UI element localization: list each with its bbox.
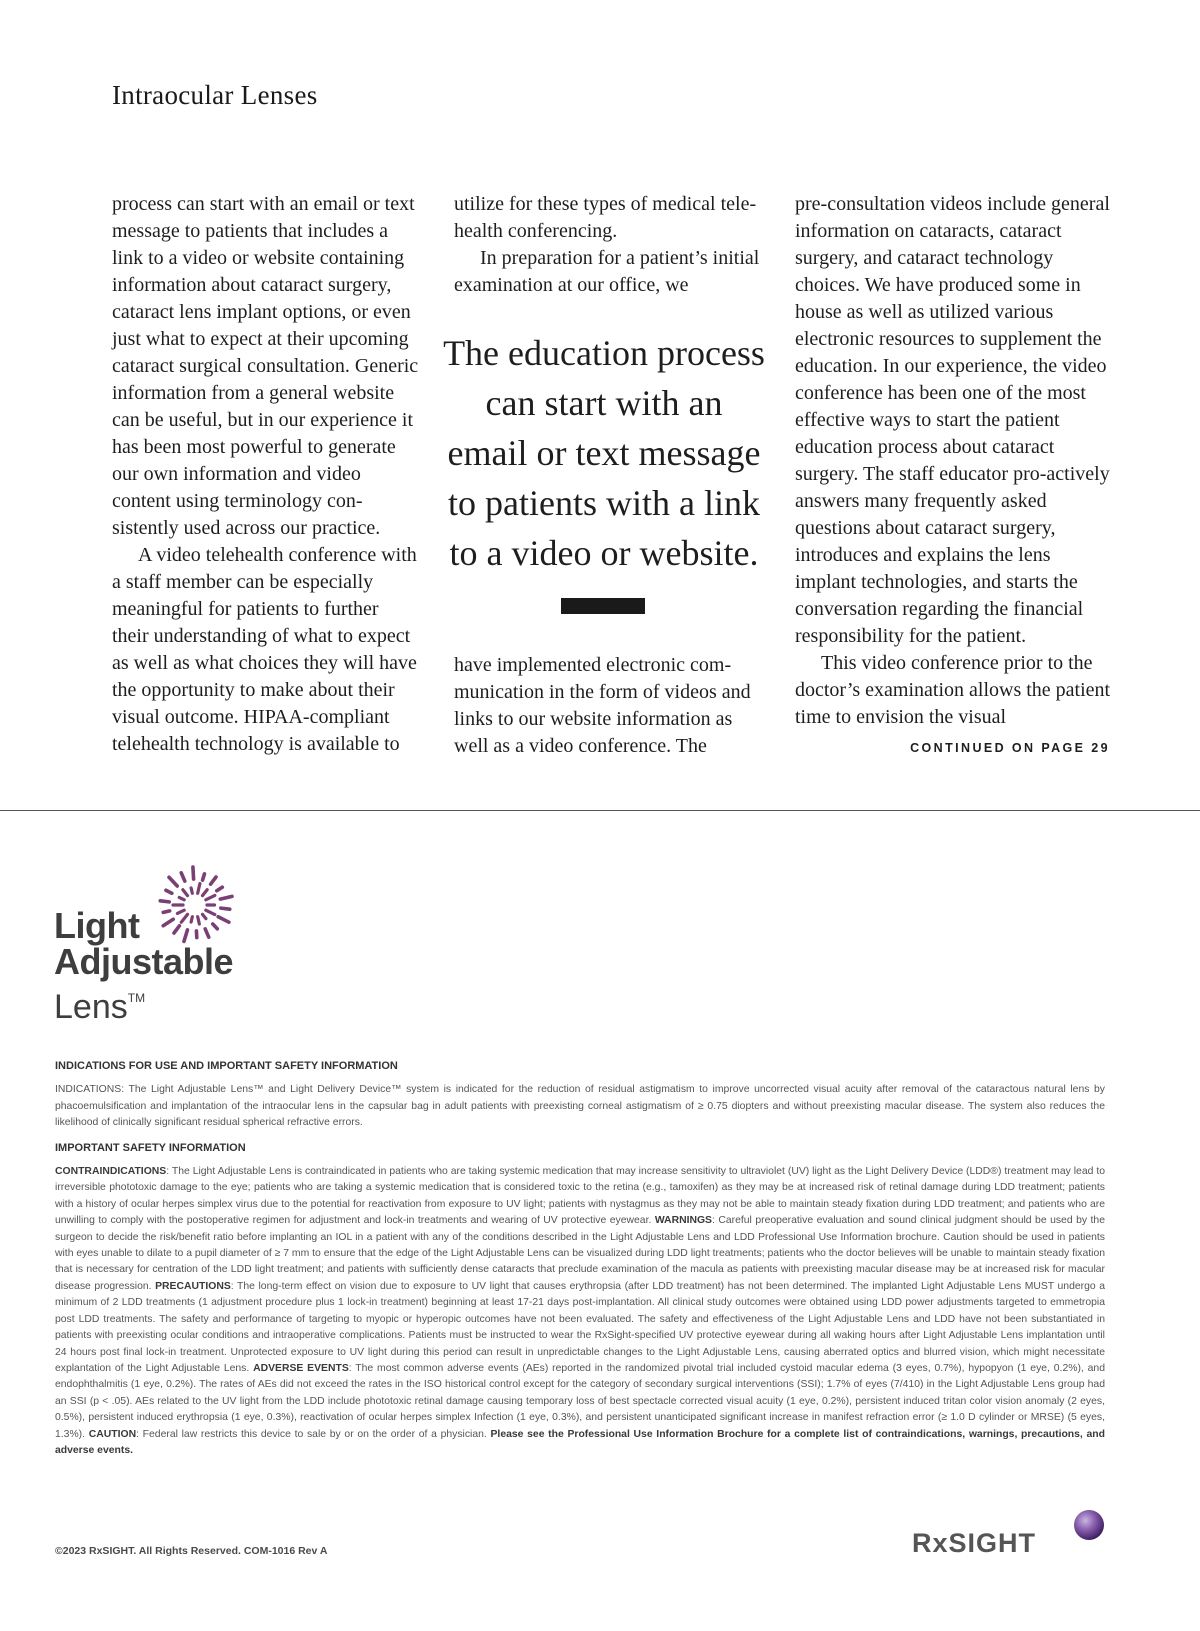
light-ray	[202, 890, 207, 896]
article-column-middle-bottom	[454, 652, 766, 760]
section-title: Intraocular Lenses	[112, 80, 318, 110]
page-divider	[0, 810, 1200, 811]
article-column-left	[112, 191, 420, 758]
light-ray	[191, 888, 192, 893]
pull-quote-bar	[561, 598, 645, 614]
indications-text: INDICATIONS: The Light Adjustable Lens™ and Light Delivery Device™ system is indicated for the reduction of residual astigmatism to improve uncorrected visual acuity after removal of the cataractous natural lens by phacoemulsification and implantation of the intraocular lens in the capsular bag in adult patients with preexisting corneal astigmatism of ≥ 0.75 diopters and without preexisting macular disease. The system also reduces the likelihood of clinically significant residual spherical refractive errors.	[55, 1084, 1105, 1129]
article-paragraph: pre-consultation videos include general information on cataracts, cataract surgery, and cataract technology choices. We have produced some in house as well as utilized various electronic resources to supplement the education. In our experience, the video conference has been one of the most effective ways to start the patient education process about cataract surgery. The staff educator pro-actively answers many frequently asked questions about cataract surgery, introduces and explains the lens implant technologies, and starts the conversation regarding the financial responsibility for the patient.	[795, 193, 1110, 647]
copyright-notice: ©2023 RxSIGHT. All Rights Reserved. COM-1016 Rev A	[55, 1545, 328, 1557]
light-ray	[198, 884, 200, 894]
safety-heading: INDICATIONS FOR USE AND IMPORTANT SAFETY INFORMATION	[55, 1060, 398, 1072]
rxsight-orb-icon	[1074, 1510, 1104, 1540]
article-paragraph: utilize for these types of medical telehealth conferencing.	[454, 193, 757, 242]
article-column-middle-top	[454, 191, 766, 299]
light-ray	[181, 873, 185, 881]
light-ray	[203, 874, 205, 880]
light-ray	[183, 890, 188, 896]
safety-information	[55, 1058, 1105, 1467]
logo-word-lens: Lens™	[54, 988, 146, 1026]
isi-heading: IMPORTANT SAFETY INFORMATION	[55, 1141, 246, 1154]
pull-quote: The education process can start with an email or text message to patients with a link to a video or website.	[443, 333, 765, 573]
logo-word-light: Light	[54, 905, 140, 946]
light-ray	[160, 901, 169, 902]
light-ray	[193, 867, 194, 879]
rxsight-logo	[912, 1510, 1108, 1562]
isi-text: CONTRAINDICATIONS: The Light Adjustable Lens is contraindicated in patients who are taking systemic medication that may increase sensitivity to ultraviolet (UV) light as the Light Delivery Device (LDD®) treatment may lead to irreversible phototoxic damage to the eye; patients who are taking a systemic medication that is considered toxic to the retina (e.g., tamoxifen) as they may be at increased risk of retinal damage during LDD treatment; patients with a history of ocular herpes simplex virus due to the potential for reactivation from exposure to UV light; patients with nystagmus as they may not be able to maintain steady fixation during LDD treatment; and patients who are unwilling to comply with the postoperative regimen for adjustment and lock-in treatments and wearing of UV protective eyewear. WARNINGS: Careful preoperative evaluation and sound clinical judgment should be used by the surgeon to decide the risk/benefit ratio before implanting an IOL in a patient with any of the conditions described in the Light Adjustable Lens and LDD Professional Use Information brochure. Caution should be used in patients with eyes unable to dilate to a pupil diameter of ≥ 7 mm to ensure that the edge of the Light Adjustable Lens can be visualized during LDD light treatments; patients who the doctor believes will be unable to maintain steady fixation that is necessary for centration of the LDD light treatment; and patients with sufficiently dense cataracts that preclude examination of the macula as patients with preexisting macular disease may be at increased risk for macular disease progression. PRECAUTIONS: The long-term effect on vision due to exposure to UV light that causes erythropsia (after LDD treatment) has not been determined. The implanted Light Adjustable Lens MUST undergo a minimum of 2 LDD treatments (1 adjustment procedure plus 1 lock-in treatment) beginning at least 17-21 days post-implantation. All clinical study outcomes were obtained using LDD power adjustments targeted to emmetropia post LDD treatments. The safety and performance of targeting to myopic or hyperopic outcomes have not been evaluated. The safety and effectiveness of the Light Adjustable Lens and LDD have not been substantiated in patients with preexisting ocular conditions and intraoperative complications. Patients must be instructed to wear the RxSight-specified UV protective eyewear during all waking hours after Light Adjustable Lens implantation until 24 hours post final lock-in treatment. Unprotected exposure to UV light during this period can result in unpredictable changes to the Light Adjustable Lens, causing aberrated optics and blurred vision, which might necessitate explantation of the Light Adjustable Lens. ADVERSE EVENTS: The most common adverse events (AEs) reported in the randomized pivotal trial included cystoid macular edema (3 eyes, 0.7%), hypopyon (1 eye, 0.2%), and endophthalmitis (1 eye, 0.2%). The rates of AEs did not exceed the rates in the ISO historical control except for the category of secondary surgical interventions (SSI); 1.7% of eyes (7/410) in the Light Adjustable Lens group had an SSI (p < .05). AEs related to the UV light from the LDD include phototoxic retinal damage causing temporary loss of best spectacle corrected visual acuity (1 eye, 0.2%), persistent induced tritan color vision anomaly (2 eyes, 0.5%), persistent induced erythropsia (1 eye, 0.3%), reactivation of ocular herpes simplex Infection (1 eye, 0.3%), and persistent unanticipated significant increase in manifest refraction error (≥ 1.0 D cylinder or MRSE) (5 eyes, 1.3%). CAUTION: Federal law restricts this device to sale by or on the order of a physician. Please see the Professional Use Information Brochure for a complete list of contraindications, warnings, precautions, and adverse events.	[55, 1166, 1105, 1456]
light-ray	[206, 895, 215, 899]
light-ray	[166, 890, 172, 893]
article-paragraph: have implemented electronic communication in the form of videos and links to our website information as well as a video conference. The	[454, 654, 751, 757]
article-paragraph: In preparation for a patient’s initial examination at our office, we	[454, 247, 760, 296]
light-ray	[179, 897, 184, 899]
article-column-right	[795, 191, 1113, 731]
article-paragraph: A video telehealth conference with a staff member can be especially meaningful for patients to further their understanding of what to expect as well as what choices they will have the opportunity to make about their visual outcome. HIPAA-compliant telehealth technology is available to	[112, 544, 417, 755]
light-ray	[220, 896, 232, 899]
article-paragraph: This video conference prior to the doctor’s examination allows the patient time to envision the visual	[795, 652, 1111, 728]
light-adjustable-lens-logo	[54, 905, 234, 1026]
trademark-mark: TM	[127, 991, 146, 1005]
logo-word-adjustable: Adjustable	[54, 941, 234, 982]
light-ray	[169, 877, 177, 886]
light-ray	[217, 887, 223, 891]
continued-on-page[interactable]: CONTINUED ON PAGE 29	[910, 741, 1110, 755]
light-ray	[211, 877, 216, 884]
rxsight-wordmark: RxSIGHT	[912, 1528, 1037, 1558]
article-paragraph: process can start with an email or text message to patients that includes a link to a video or website containing information about cataract surgery, cataract lens implant options, or even just what to expect at their upcoming cataract surgical consultation. Generic information from a general website can be useful, but in our experience it has been most powerful to generate our own information and video content using terminology consistently used across our practice.	[112, 193, 419, 539]
